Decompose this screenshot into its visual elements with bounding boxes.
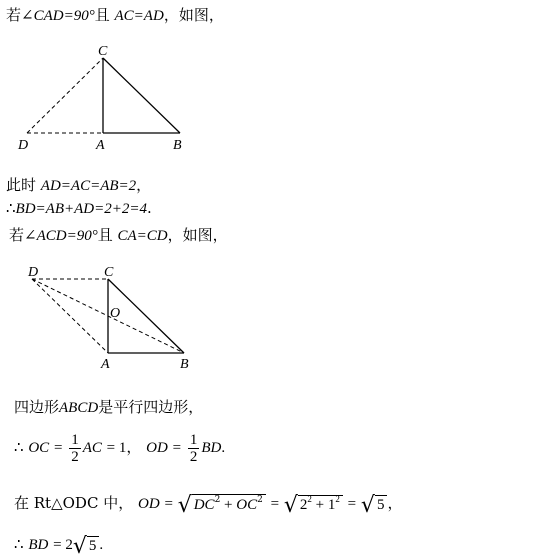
- case2-intro-lead: 若: [9, 226, 25, 244]
- oc-fraction-numerator: 1: [71, 431, 79, 448]
- final-equals: = 2: [53, 537, 73, 553]
- case2-pythagoras-line: [14, 491, 402, 516]
- case1-intro-tail: ，如图，: [163, 6, 224, 24]
- case1-intro-lead: 若: [6, 6, 22, 24]
- rt-end: ，: [387, 494, 403, 512]
- od-fraction-denominator: 2: [189, 448, 198, 465]
- rt-plus: +: [220, 497, 237, 513]
- radical-icon: √: [72, 533, 87, 559]
- rt-od: OD: [137, 496, 160, 512]
- case1-equal-sides: AC=AD: [114, 8, 164, 24]
- therefore-symbol: ∴: [14, 438, 24, 456]
- oc-equals: =: [53, 440, 63, 456]
- case1-and: 且: [94, 6, 110, 24]
- case2-equal-sides: CA=CD: [117, 228, 168, 244]
- case2-oc-od-line: [14, 429, 225, 466]
- case2-intro-tail: ，如图，: [167, 226, 228, 244]
- case2-quad-word: 四边形: [14, 398, 60, 416]
- case2-final-line: [14, 533, 104, 559]
- rt-lead: 在 Rt△ODC 中，: [14, 494, 134, 512]
- case1-label-b: B: [173, 138, 182, 153]
- case1-segment-cb: [103, 58, 180, 133]
- case1-angle-condition: ∠CAD=90°: [21, 8, 95, 24]
- case2-label-d: D: [28, 265, 39, 280]
- rt-one: 1: [327, 497, 336, 513]
- oc-fraction: [69, 432, 81, 465]
- case1-step2-tail: .: [146, 199, 152, 217]
- case2-quad-tail: 是平行四边形，: [98, 398, 204, 416]
- radical-icon: √: [177, 493, 192, 518]
- od-fraction-numerator: 1: [189, 431, 198, 448]
- rt-dc: DC: [193, 497, 215, 513]
- rt-equals-2: =: [270, 496, 280, 512]
- od-bd: BD: [201, 440, 222, 456]
- od-lhs: OD: [146, 440, 168, 456]
- final-end: .: [99, 537, 104, 553]
- therefore-symbol: ∴: [14, 535, 24, 553]
- od-fraction: [188, 432, 200, 465]
- case2-parallelogram-line: [14, 398, 203, 417]
- sqrt-five: [361, 492, 388, 516]
- oc-fraction-denominator: 2: [71, 448, 79, 465]
- case1-step1-tail: ，: [136, 176, 152, 194]
- case2-label-o: O: [110, 306, 121, 321]
- final-bd: BD: [28, 537, 49, 553]
- rt-equals-1: =: [164, 496, 173, 512]
- od-end: .: [221, 440, 226, 456]
- rt-oc: OC: [236, 497, 258, 513]
- sqrt-five-final: [72, 533, 100, 559]
- case2-and: 且: [97, 226, 113, 244]
- case2-segment-da: [32, 279, 108, 353]
- rt-dc-exponent: 2: [214, 495, 221, 505]
- rt-oc-exponent: 2: [257, 495, 263, 505]
- oc-comma: ，: [126, 438, 142, 456]
- case2-quad-name: ABCD: [59, 400, 99, 416]
- case2-label-a: A: [101, 357, 110, 372]
- case1-step2: [6, 199, 152, 218]
- oc-ac: AC: [82, 440, 102, 456]
- final-five: 5: [87, 536, 100, 555]
- case1-step1: [6, 176, 151, 195]
- case2-label-c: C: [104, 265, 114, 280]
- therefore-symbol: ∴: [6, 199, 16, 217]
- case2-angle-condition: ∠ACD=90°: [24, 228, 98, 244]
- rt-equals-3: =: [347, 496, 357, 512]
- oc-lhs: OC: [28, 440, 50, 456]
- radical-icon: √: [283, 493, 298, 518]
- rt-five: 5: [375, 495, 388, 514]
- oc-value: = 1: [106, 440, 127, 456]
- rt-plus-2: +: [311, 497, 328, 513]
- sqrt-numeric: [284, 492, 343, 516]
- case2-label-b: B: [180, 357, 189, 372]
- radical-icon: √: [360, 493, 375, 518]
- case1-step1-lead: 此时: [6, 176, 37, 194]
- case1-segment-dc: [27, 58, 103, 133]
- rt-one-exponent: 2: [335, 494, 340, 504]
- case1-label-d: D: [18, 138, 29, 153]
- case1-label-c: C: [98, 44, 108, 59]
- od-equals: =: [172, 440, 182, 456]
- case1-step2-equation: BD=AB+AD=2+2=4: [15, 201, 147, 217]
- case1-step1-equation: AD=AC=AB=2: [40, 178, 137, 194]
- case2-intro: [9, 226, 228, 245]
- rt-two: 2: [299, 497, 308, 513]
- rt-two-exponent: 2: [307, 494, 312, 504]
- sqrt-dc-oc: [178, 492, 266, 516]
- case1-label-a: A: [96, 138, 105, 153]
